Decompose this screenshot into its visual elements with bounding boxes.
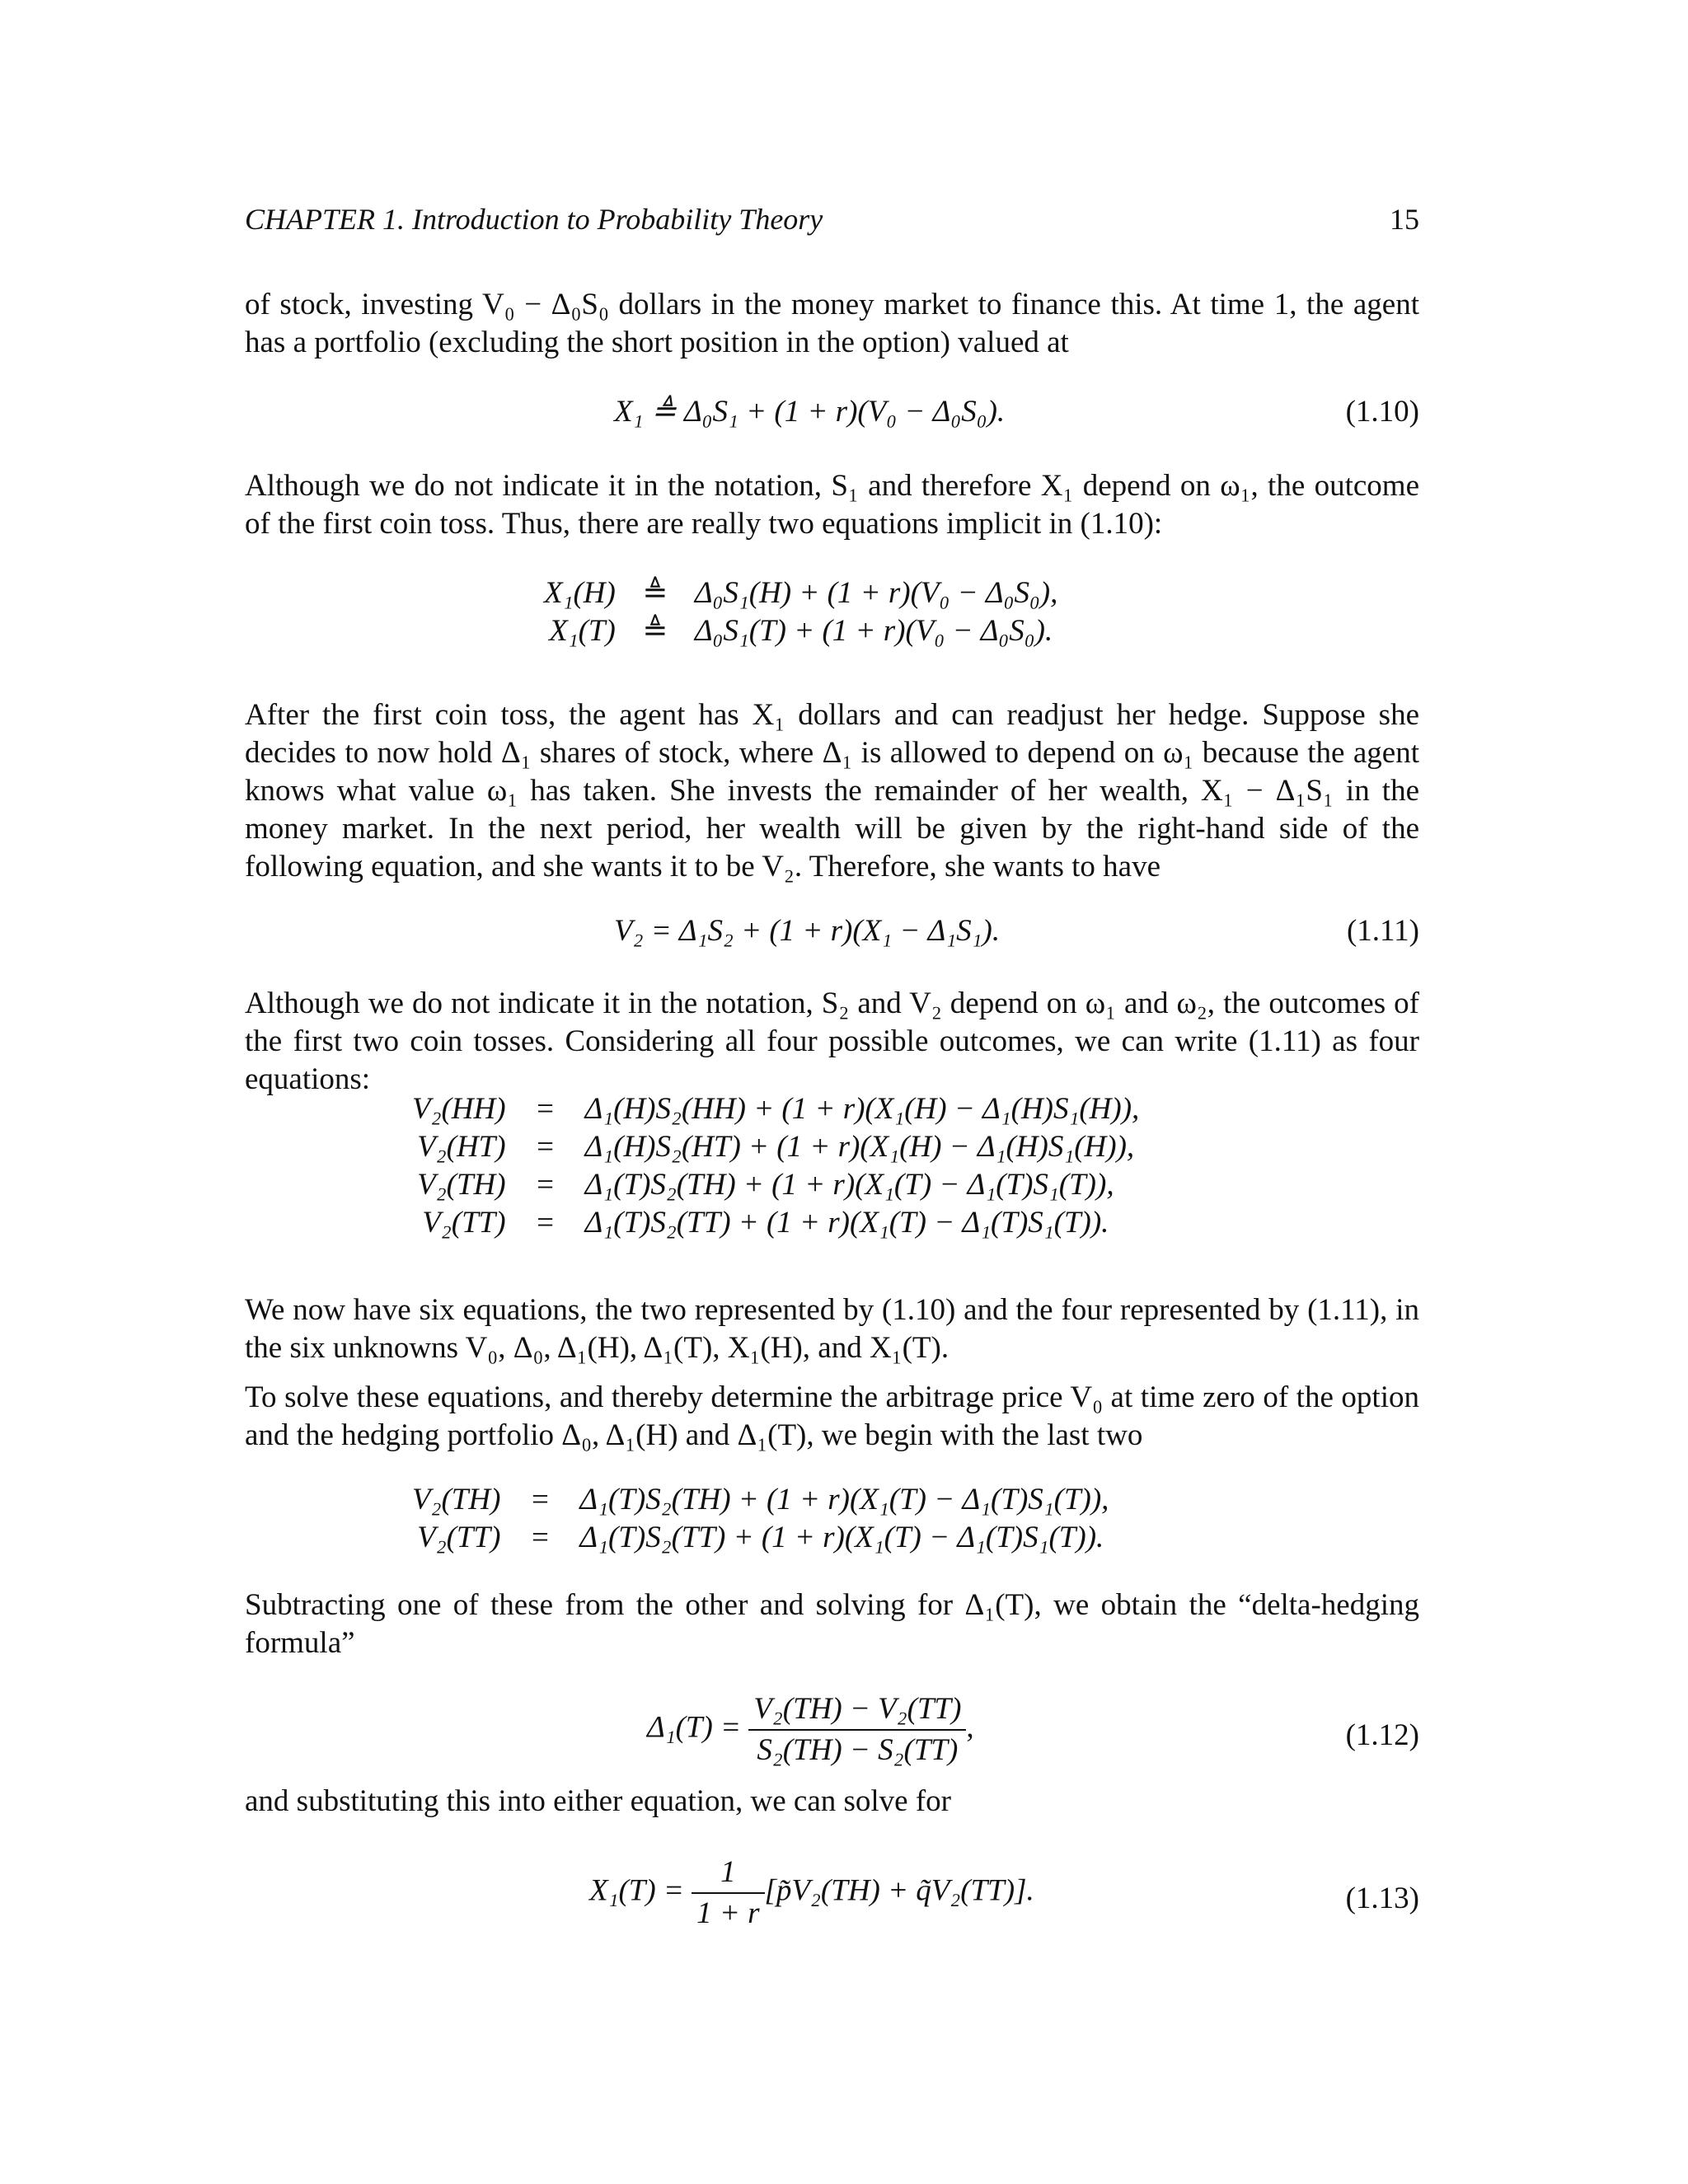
equation-1-12-tail: , — [966, 1710, 974, 1745]
equation-lhs: V₂(HT) — [417, 1130, 506, 1164]
paragraph-4: Although we do not indicate it in the notation, S₂ and V₂ depend on ω₁ and ω₂, the outcomes of the first two coin tosses. Considering all four possible outcomes, we can write (1.11) as four equations: — [245, 987, 1419, 1096]
equation-1-12 — [647, 1690, 974, 1770]
equation-1-11 — [614, 912, 1000, 950]
equation-relation: = — [531, 1483, 549, 1516]
equation-rhs: Δ₁(H)S₂(HT) + (1 + r)(X₁(H) − Δ₁(H)S₁(H)), — [584, 1130, 1135, 1164]
equation-number-1-11: (1.11) — [1346, 914, 1419, 948]
equation-lhs: V₂(HH) — [412, 1092, 506, 1126]
equation-rhs: Δ₀S₁(T) + (1 + r)(V₀ − Δ₀S₀). — [694, 614, 1053, 648]
equation-rhs: Δ₁(T)S₂(TT) + (1 + r)(X₁(T) − Δ₁(T)S₁(T)). — [584, 1206, 1109, 1240]
equation-rhs: Δ₁(T)S₂(TT) + (1 + r)(X₁(T) − Δ₁(T)S₁(T)). — [579, 1521, 1104, 1554]
equation-1-10-body: X₁ ≜ Δ₀S₁ + (1 + r)(V₀ − Δ₀S₀). — [614, 395, 1006, 429]
equation-number-1-12: (1.12) — [1345, 1718, 1419, 1752]
paragraph-1: of stock, investing V₀ − Δ₀S₀ dollars in the money market to finance this. At time 1, the agent has a portfolio (excluding the short position in the option) valued at — [245, 288, 1419, 359]
equation-lhs: V₂(TT) — [417, 1521, 501, 1554]
equation-1-13-tail: [p̃V₂(TH) + q̃V₂(TT)]. — [764, 1873, 1034, 1908]
page-header — [245, 202, 1419, 243]
fraction-numerator: V₂(TH) − V₂(TT) — [748, 1690, 966, 1731]
equation-group-four — [412, 1090, 1139, 1242]
equation-1-11-body: V₂ = Δ₁S₂ + (1 + r)(X₁ − Δ₁S₁). — [614, 914, 1001, 948]
equation-relation: = — [531, 1521, 549, 1554]
equation-rhs: Δ₁(T)S₂(TH) + (1 + r)(X₁(T) − Δ₁(T)S₁(T)), — [584, 1168, 1114, 1202]
fraction-denominator: 1 + r — [696, 1896, 760, 1930]
fraction — [692, 1853, 764, 1933]
fraction-numerator: 1 — [692, 1853, 764, 1894]
equation-lhs: V₂(TT) — [422, 1206, 506, 1240]
equation-row — [412, 1128, 1139, 1166]
equation-1-10 — [614, 393, 1005, 431]
equation-lhs: V₂(TH) — [417, 1168, 506, 1202]
equation-row — [412, 1481, 1109, 1519]
paragraph-6: To solve these equations, and thereby determine the arbitrage price V₀ at time zero of the option and the hedging portfolio Δ₀, Δ₁(H) and Δ₁(T), we begin with the last two — [245, 1380, 1419, 1452]
fraction — [748, 1690, 966, 1770]
paragraph-7: Subtracting one of these from the other and solving for Δ₁(T), we obtain the “delta-hedging formula” — [245, 1588, 1419, 1660]
equation-relation: = — [537, 1130, 554, 1164]
equation-row — [412, 1090, 1139, 1128]
equation-rhs: Δ₀S₁(H) + (1 + r)(V₀ − Δ₀S₀), — [694, 576, 1058, 610]
equation-row — [412, 1519, 1109, 1557]
equation-row — [544, 574, 1057, 612]
equation-relation: = — [537, 1168, 554, 1202]
equation-row — [412, 1204, 1139, 1242]
paragraph-2: Although we do not indicate it in the notation, S₁ and therefore X₁ depend on ω₁, the outcome of the first coin toss. Thus, there are really two equations implicit in (1.10): — [245, 469, 1419, 541]
equation-1-13 — [589, 1853, 1034, 1933]
running-title: CHAPTER 1. Introduction to Probability Theory — [245, 203, 823, 236]
equation-group-last-two — [412, 1481, 1109, 1557]
equation-1-13-lhs: X₁(T) = — [589, 1873, 684, 1908]
paragraph-3: After the first coin toss, the agent has X₁ dollars and can readjust her hedge. Suppose she decides to now hold Δ₁ shares of stock, where Δ₁ is allowed to depend on ω₁ because the agent knows what value ω₁ has taken. She invests the remainder of her wealth, X₁ − Δ₁S₁ in the money market. In the next period, her wealth will be given by the right-hand side of the following equation, and she wants it to be V₂. Therefore, she wants to have — [245, 698, 1419, 883]
equation-number-1-10: (1.10) — [1345, 395, 1419, 429]
paragraph-5: We now have six equations, the two represented by (1.10) and the four represented by (1.11), in the six unknowns V₀, Δ₀, Δ₁(H), Δ₁(T), X₁(H), and X₁(T). — [245, 1293, 1419, 1365]
paragraph-8: and substituting this into either equation, we can solve for — [245, 1784, 951, 1818]
equation-row — [412, 1166, 1139, 1204]
equation-1-12-lhs: Δ₁(T) = — [647, 1710, 742, 1745]
equation-lhs: V₂(TH) — [412, 1483, 501, 1516]
equation-pair-x1 — [544, 574, 1057, 650]
equation-relation: ≜ — [642, 614, 668, 648]
fraction-denominator: S₂(TH) − S₂(TT) — [757, 1733, 959, 1767]
equation-relation: = — [537, 1206, 554, 1240]
equation-rhs: Δ₁(H)S₂(HH) + (1 + r)(X₁(H) − Δ₁(H)S₁(H)), — [584, 1092, 1140, 1126]
equation-row — [544, 612, 1057, 650]
equation-lhs: X₁(H) — [544, 576, 616, 610]
equation-lhs: X₁(T) — [549, 614, 616, 648]
page-number: 15 — [1390, 203, 1419, 236]
equation-number-1-13: (1.13) — [1345, 1882, 1419, 1915]
equation-rhs: Δ₁(T)S₂(TH) + (1 + r)(X₁(T) − Δ₁(T)S₁(T)), — [579, 1483, 1109, 1516]
equation-relation: = — [537, 1092, 554, 1126]
equation-relation: ≜ — [642, 576, 668, 610]
